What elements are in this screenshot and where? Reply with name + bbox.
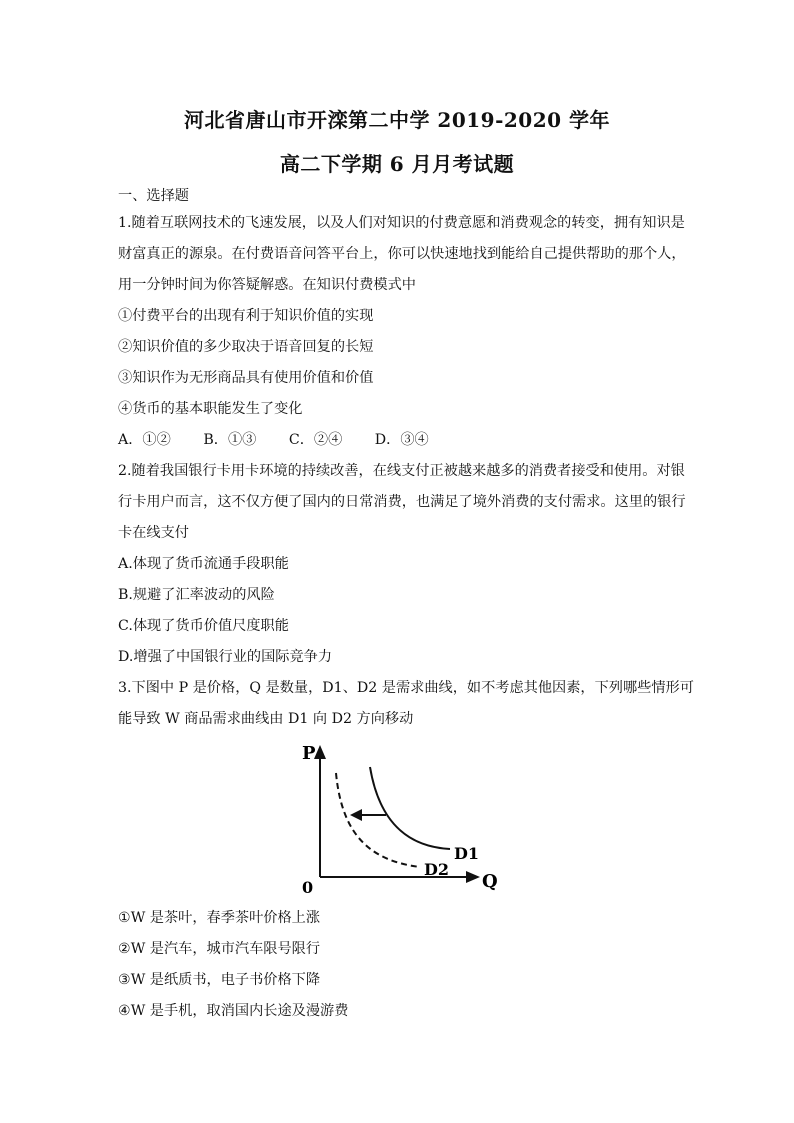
demand-curve-d2 (336, 773, 420, 867)
question-3-statement: ③W 是纸质书，电子书价格下降 (118, 972, 321, 988)
demand-curve-diagram (302, 737, 502, 897)
question-2-stem-line: 行卡用户而言，这不仅方便了国内的日常消费，也满足了境外消费的支付需求。这里的银行 (118, 494, 686, 510)
question-3-stem-line: 能导致 W 商品需求曲线由 D1 向 D2 方向移动 (118, 711, 414, 727)
question-2-option-a: A.体现了货币流通手段职能 (118, 556, 289, 572)
question-2-stem-line: 2.随着我国银行卡用卡环境的持续改善，在线支付正被越来越多的消费者接受和使用。对银 (118, 463, 685, 479)
question-1-stem-line: 1.随着互联网技术的飞速发展，以及人们对知识的付费意愿和消费观念的转变，拥有知识是 (118, 215, 685, 231)
question-3-statement: ①W 是茶叶，春季茶叶价格上涨 (118, 910, 321, 926)
question-3 (118, 673, 694, 1027)
question-1 (118, 208, 686, 456)
y-axis-label: P (302, 743, 316, 764)
question-3-stem-line: 3.下图中 P 是价格，Q 是数量，D1、D2 是需求曲线，如不考虑其他因素，下列哪些情形可 (118, 680, 694, 696)
question-1-stem-line: 用一分钟时间为你答疑解惑。在知识付费模式中 (118, 277, 416, 293)
demand-curve-d1 (370, 767, 450, 849)
question-1-option-b: B．①③ (203, 432, 257, 448)
document-body (118, 184, 694, 1027)
document-title-line-1: 河北省唐山市开滦第二中学 2019-2020 学年 (183, 108, 611, 132)
shift-arrow-head (350, 809, 362, 821)
question-3-statement: ④W 是手机，取消国内长途及漫游费 (118, 1003, 349, 1019)
x-axis-arrowhead (466, 871, 480, 883)
question-1-option-d: D．③④ (374, 432, 429, 448)
question-2-option-d: D.增强了中国银行业的国际竞争力 (118, 649, 333, 665)
x-axis-label: Q (482, 871, 498, 892)
origin-label: 0 (302, 878, 314, 897)
curve-d2-label: D2 (424, 860, 450, 879)
document-title-line-2: 高二下学期 6 月月考试题 (279, 152, 515, 176)
question-1-statement: ④货币的基本职能发生了变化 (118, 401, 303, 417)
question-1-statement: ②知识价值的多少取决于语音回复的长短 (118, 339, 374, 355)
section-heading: 一、选择题 (118, 188, 189, 204)
question-1-option-a: A．①② (118, 432, 171, 448)
question-1-options (118, 425, 678, 456)
question-1-statement: ①付费平台的出现有利于知识价值的实现 (118, 308, 374, 324)
question-1-statement: ③知识作为无形商品具有使用价值和价值 (118, 370, 374, 386)
question-1-option-c: C．②④ (288, 432, 343, 448)
question-2-stem-line: 卡在线支付 (118, 525, 189, 541)
curve-d1-label: D1 (454, 844, 480, 863)
y-axis-arrowhead (314, 745, 326, 759)
question-3-statement: ②W 是汽车，城市汽车限号限行 (118, 941, 321, 957)
question-2-option-b: B.规避了汇率波动的风险 (118, 587, 275, 603)
question-2 (118, 456, 686, 673)
demand-curve-figure (118, 737, 678, 897)
question-2-option-c: C.体现了货币价值尺度职能 (118, 618, 289, 634)
question-1-stem-line: 财富真正的源泉。在付费语音问答平台上，你可以快速地找到能给自己提供帮助的那个人， (118, 246, 686, 262)
